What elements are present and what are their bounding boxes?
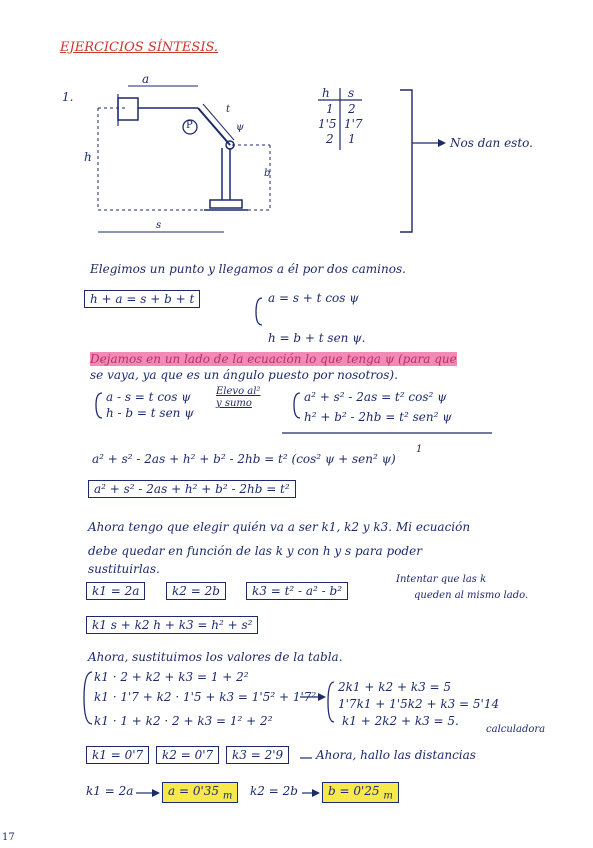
a-result [162,782,238,803]
table-cell: 1'5 [318,117,337,131]
pair-left-1: a - s = t cos ψ [106,390,191,404]
pair-left-2: h - b = t sen ψ [106,406,194,420]
k2-def: k2 = 2b [166,582,226,600]
label-P: P [186,120,193,131]
vector-equation: h + a = s + b + t [84,290,200,308]
system-eq-1: a = s + t cos ψ [268,291,359,305]
k1-relation: k1 = 2a [86,784,134,798]
intentar-note-1: Intentar que las k [396,574,487,585]
page-number: 17 [2,832,15,843]
hallo-line: Ahora, hallo las distancias [316,748,476,762]
ahora-line-2: debe quedar en función de las k y con h y s para poder [88,544,422,558]
label-b: b [264,168,271,179]
a-result-unit: m [222,790,233,802]
intentar-note-2: queden al mismo lado. [414,590,529,601]
reduced-eq-3: k1 + 2k2 + k3 = 5. [342,714,459,728]
b-result-unit: m [383,790,393,802]
elevo-note: Elevo al² [216,386,261,397]
ahora-line-1: Ahora tengo que elegir quién va a ser k1, k2 y k3. Mi ecuación [88,520,471,534]
k-equation-box: k1 s + k2 h + k3 = h² + s² [86,616,258,634]
table-cell: 2 [348,102,356,116]
table-header-s: s [348,86,355,100]
pair-right-1: a² + s² - 2as = t² cos² ψ [304,390,447,404]
k1-value: k1 = 0'7 [86,746,149,764]
y-sumo-note: y sumo [216,398,252,409]
choose-point-text [90,262,406,276]
label-a: a [142,72,150,86]
system-eq-2: h = b + t sen ψ. [268,331,366,345]
subst-eq-2: k1 · 1'7 + k2 · 1'5 + k3 = 1'5² + 1'7² [94,690,317,704]
label-psi: ψ [236,122,244,133]
table-header-h: h [322,86,330,100]
b-result-value: b = 0'25 [328,784,380,798]
sum-line: a² + s² - 2as + h² + b² - 2hb = t² (cos² ψ + sen² ψ) [92,452,396,466]
a-result-value: a = 0'35 [168,784,220,798]
given-note: Nos dan esto. [450,136,533,150]
result-box: a² + s² - 2as + h² + b² - 2hb = t² [88,480,296,498]
label-s: s [156,220,162,231]
k2-value: k2 = 0'7 [156,746,219,764]
table-cell: 1'7 [344,117,363,131]
reduced-eq-2: 1'7k1 + 1'5k2 + k3 = 5'14 [338,697,500,711]
choose-point-line: Elegimos un punto y llegamos a él por dos caminos. [90,262,406,276]
table-cell: 1 [348,132,356,146]
sum-super: 1 [416,444,423,455]
subst-eq-3: k1 · 1 + k2 · 2 + k3 = 1² + 2² [94,714,273,728]
k3-def: k3 = t² - a² - b² [246,582,348,600]
table-cell: 1 [326,102,334,116]
sustituimos-line: Ahora, sustituimos los valores de la tabla. [88,650,343,664]
explain-line-2: se vaya, ya que es un ángulo puesto por nosotros). [90,368,398,382]
label-h: h [84,150,92,164]
pair-right-2: h² + b² - 2hb = t² sen² ψ [304,410,452,424]
explain-text-1: Dejamos en un lado de la ecuación lo que tenga ψ (para que [90,352,457,366]
explain-line-1 [90,352,457,366]
k1-def: k1 = 2a [86,582,145,600]
k3-value: k3 = 2'9 [226,746,289,764]
table-cell: 2 [326,132,334,146]
reduced-eq-1: 2k1 + k2 + k3 = 5 [338,680,452,694]
subst-eq-1: k1 · 2 + k2 + k3 = 1 + 2² [94,670,249,684]
calculadora-note: calculadora [486,724,546,735]
page-title: EJERCICIOS SÍNTESIS. [60,40,219,55]
label-t: t [226,104,231,115]
b-result [322,782,399,803]
ahora-line-3: sustituirlas. [88,562,160,576]
k2-relation: k2 = 2b [250,784,298,798]
exercise-number: 1. [62,90,74,104]
